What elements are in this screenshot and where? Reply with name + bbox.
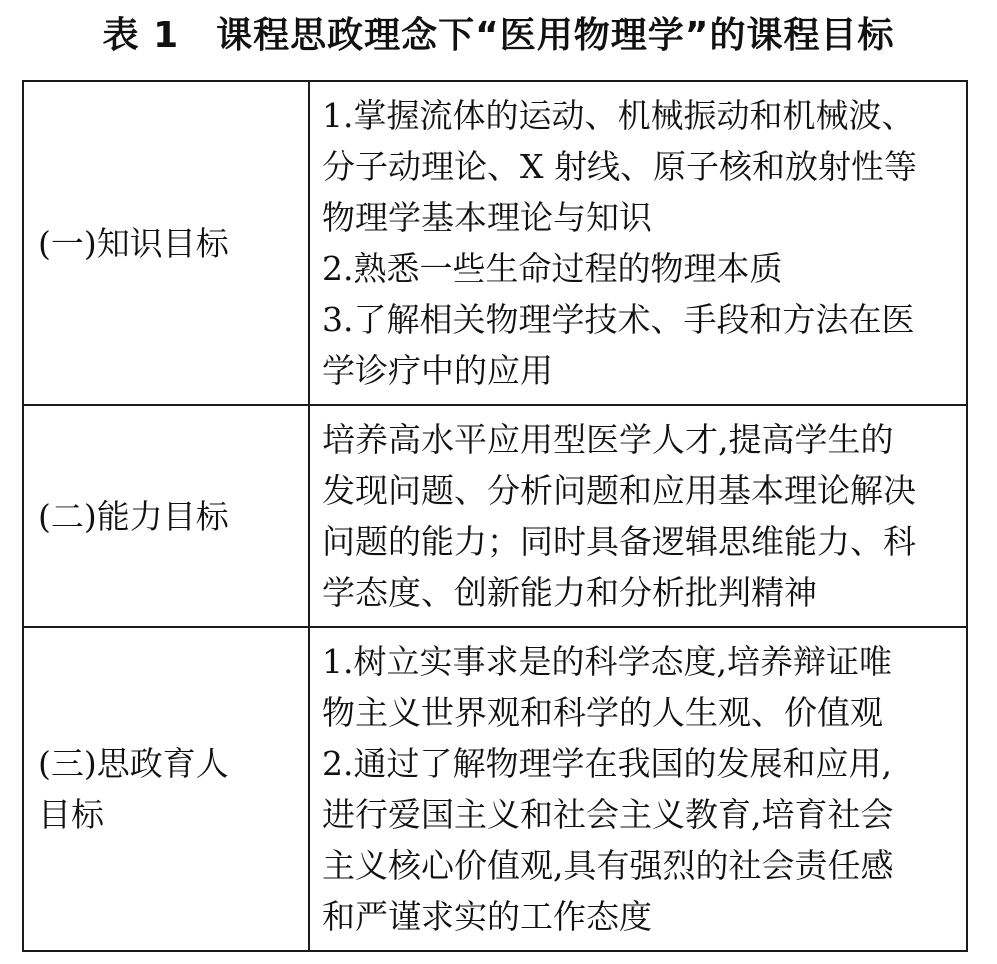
- course-objectives-table: [22, 80, 968, 952]
- row-content-knowledge: [309, 81, 967, 405]
- content-line: 物主义世界观和科学的人生观、价值观: [322, 693, 883, 732]
- content-line: 3.了解相关物理学技术、手段和方法在医: [322, 300, 915, 339]
- table-row-knowledge: [23, 81, 967, 405]
- content-line: 1.树立实事求是的科学态度,培养辩证唯: [322, 642, 892, 681]
- content-line: 1.掌握流体的运动、机械振动和机械波、: [322, 96, 915, 135]
- row-label-ideology: [23, 627, 309, 951]
- row-label-ability: [23, 405, 309, 627]
- label-line: (二)能力目标: [38, 496, 229, 536]
- table-caption: 表 1 课程思政理念下“医用物理学”的课程目标: [102, 15, 895, 56]
- row-label-knowledge: [23, 81, 309, 405]
- content-line: 分子动理论、X 射线、原子核和放射性等: [322, 147, 917, 186]
- table-row-ability: [23, 405, 967, 627]
- label-line: (三)思政育人: [38, 744, 229, 783]
- content-line: 主义核心价值观,具有强烈的社会责任感: [322, 846, 894, 885]
- content-line: 进行爱国主义和社会主义教育,培育社会: [322, 795, 894, 834]
- content-line: 2.通过了解物理学在我国的发展和应用,: [322, 744, 892, 783]
- content-line: 问题的能力；同时具备逻辑思维能力、科: [322, 522, 916, 561]
- content-line: 物理学基本理论与知识: [322, 198, 652, 237]
- content-line: 和严谨求实的工作态度: [322, 897, 652, 936]
- table-row-ideology: [23, 627, 967, 951]
- content-line: 学诊疗中的应用: [322, 351, 553, 390]
- label-line: (一)知识目标: [38, 223, 229, 263]
- row-content-ability: [309, 405, 967, 627]
- content-line: 学态度、创新能力和分析批判精神: [322, 573, 817, 612]
- content-line: 发现问题、分析问题和应用基本理论解决: [322, 471, 916, 510]
- content-line: 培养高水平应用型医学人才,提高学生的: [322, 420, 894, 459]
- label-line: 目标: [38, 795, 104, 834]
- row-content-ideology: [309, 627, 967, 951]
- content-line: 2.熟悉一些生命过程的物理本质: [322, 249, 783, 288]
